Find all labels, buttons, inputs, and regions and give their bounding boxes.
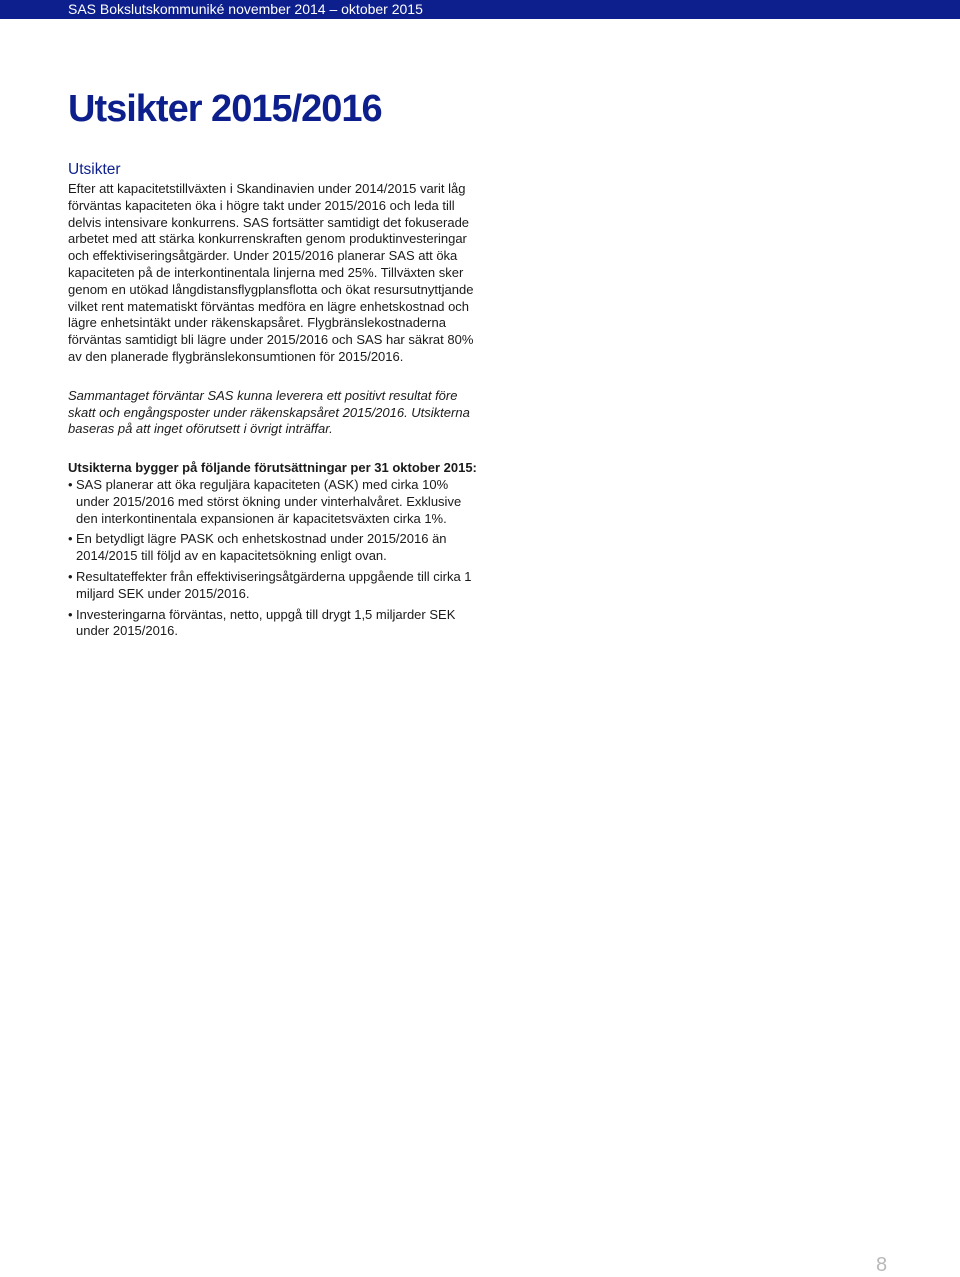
list-item-text: Resultateffekter från effektiviseringsåtgärderna uppgående till cirka 1 miljard SEK under 2015/2016. (76, 568, 472, 601)
header-title: SAS Bokslutskommuniké november 2014 – oktober 2015 (68, 1, 423, 17)
list-item-text: SAS planerar att öka reguljära kapaciteten (ASK) med cirka 10% under 2015/2016 med störst ökning under vinterhalvåret. Exklusive den interkontinentala expansionen är kapacitetsväxten cirka 1%. (76, 476, 462, 526)
page-title: Utsikter 2015/2016 (68, 88, 382, 130)
list-item-text: Investeringarna förväntas, netto, uppgå till drygt 1,5 miljarder SEK under 2015/2016. (76, 606, 456, 639)
assumptions-title: Utsikterna bygger på följande förutsättningar per 31 oktober 2015: (68, 460, 477, 476)
section-title: Utsikter (68, 161, 121, 178)
list-item (68, 569, 478, 603)
section-body: Efter att kapacitetstillväxten i Skandinavien under 2014/2015 varit låg förväntas kapaciteten öka i högre takt under 2015/2016 och leda till delvis intensivare konkurrens. SAS fortsätter samtidigt det fokuserade arbetet med att stärka konkurrenskraften genom produktinvesteringar och effektiviseringsåtgärder. Under 2015/2016 planerar SAS att öka kapaciteten på de interkontinentala linjerna med 25%. Tillväxten sker genom en utökad långdistansflygplansflotta och ökat resursutnyttjande vilket rent matematiskt förväntas medföra en lägre enhetskostnad och lägre enhetsintäkt under räkenskapsåret. Flygbränslekostnaderna förväntas samtidigt bli lägre under 2015/2016 och SAS har säkrat 80% av den planerade flygbränslekonsumtionen för 2015/2016. (68, 181, 474, 364)
header-bar (0, 0, 960, 19)
bullet-icon: • (68, 476, 73, 492)
bullet-icon: • (68, 568, 73, 584)
assumptions-list (68, 477, 478, 640)
list-item (68, 607, 478, 641)
content-column (68, 160, 478, 640)
list-item-text: En betydligt lägre PASK och enhetskostnad under 2015/2016 än 2014/2015 till följd av en kapacitetsökning enligt ovan. (76, 531, 447, 564)
list-item (68, 531, 478, 565)
summary-paragraph: Sammantaget förväntar SAS kunna leverera ett positivt resultat före skatt och engångsposter under räkenskapsåret 2015/2016. Utsikterna baseras på att inget oförutsett i övrigt inträffar. (68, 387, 470, 437)
bullet-icon: • (68, 606, 73, 622)
list-item (68, 477, 478, 527)
page-number: 8 (876, 1254, 888, 1276)
bullet-icon: • (68, 531, 73, 547)
